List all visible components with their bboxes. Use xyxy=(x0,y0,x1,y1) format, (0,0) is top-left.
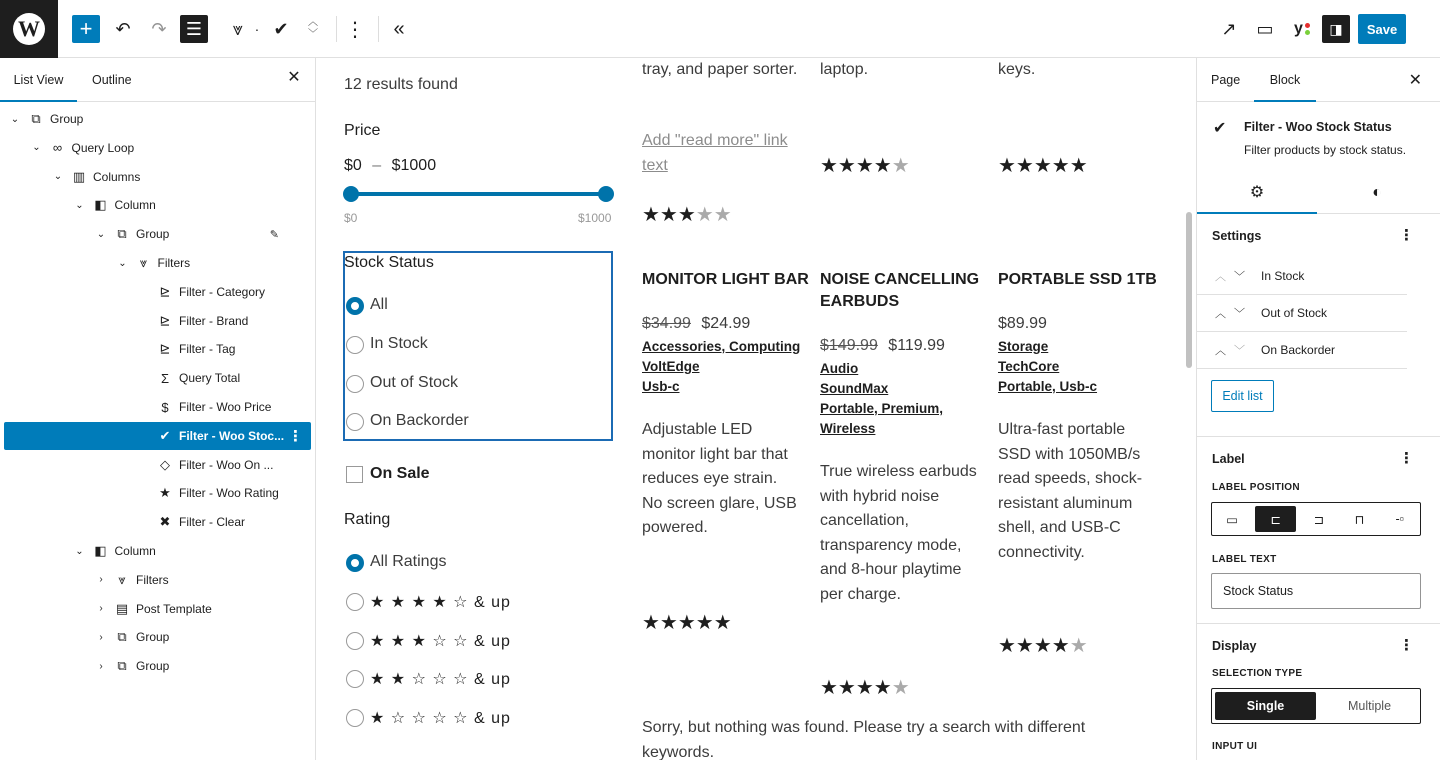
yoast-seo-button[interactable] xyxy=(1288,13,1316,45)
product-title[interactable]: PORTABLE SSD 1TB xyxy=(998,271,1157,288)
input-ui-caption: INPUT UI xyxy=(1212,741,1258,752)
list-view-item-label: Filter - Woo Stoc... xyxy=(179,428,285,443)
read-more-link[interactable]: Add "read more" link text xyxy=(642,132,788,174)
list-item-in-stock[interactable] xyxy=(1197,258,1407,295)
reorder-arrows-icon[interactable]: ︿﹀ xyxy=(1215,271,1253,283)
slider-max-label: $1000 xyxy=(578,211,612,225)
panel-divider xyxy=(1197,436,1440,437)
block-type-icon: ⧉ xyxy=(117,658,127,674)
label-more-icon[interactable]: ⋮ xyxy=(1399,450,1414,467)
list-item-out-of-stock[interactable] xyxy=(1197,295,1407,332)
product-old-price: $149.99 xyxy=(820,337,878,354)
stock-status-radio[interactable] xyxy=(346,375,364,393)
edit-list-button[interactable]: Edit list xyxy=(1211,380,1274,412)
list-view-item[interactable] xyxy=(4,105,311,133)
rating-radio[interactable] xyxy=(346,670,364,688)
product-desc-fragment: tray, and paper sorter. xyxy=(642,61,798,78)
label-position-above-icon[interactable]: ⊐ xyxy=(1313,512,1325,527)
chevron-right-icon[interactable]: › xyxy=(99,660,103,672)
block-inspector-panel xyxy=(1196,58,1440,760)
list-view-item-label: Filter - Tag xyxy=(179,342,236,357)
editor-canvas[interactable] xyxy=(316,58,1196,760)
filter-block-icon[interactable]: ⩔ xyxy=(232,18,244,39)
inspector-sub-tabs xyxy=(1197,176,1440,214)
product-desc-fragment: laptop. xyxy=(820,61,869,78)
list-item-label: In Stock xyxy=(1261,269,1305,283)
list-view-item-label: Filter - Woo On ... xyxy=(179,457,274,472)
close-icon[interactable]: ✕ xyxy=(1408,72,1422,89)
wordpress-logo-button[interactable] xyxy=(0,0,58,58)
rating-radio[interactable] xyxy=(346,593,364,611)
chevron-down-icon[interactable]: ⌄ xyxy=(96,228,106,240)
price-range-separator: – xyxy=(372,157,382,174)
list-view-item-label: Filter - Woo Rating xyxy=(179,486,279,501)
label-text-caption: LABEL TEXT xyxy=(1212,554,1277,565)
price-slider-track[interactable] xyxy=(350,192,606,196)
list-view-item[interactable] xyxy=(4,422,311,450)
list-view-item-label: Group xyxy=(136,227,170,242)
yoast-status-dot xyxy=(1305,30,1310,35)
yoast-icon: y xyxy=(1294,20,1303,37)
product-price xyxy=(820,337,945,355)
list-view-item-label: Group xyxy=(136,630,170,645)
list-view-item-label: Group xyxy=(50,112,84,126)
stock-status-heading: Stock Status xyxy=(344,254,434,271)
list-item-label: Out of Stock xyxy=(1261,306,1328,320)
collapse-toolbar-button[interactable]: « xyxy=(393,17,405,40)
tab-block[interactable]: Block xyxy=(1254,58,1316,102)
display-more-icon[interactable]: ⋮ xyxy=(1399,637,1414,654)
product-brand-link[interactable]: VoltEdge xyxy=(642,359,700,374)
block-type-icon: ◧ xyxy=(94,197,107,213)
tab-page[interactable]: Page xyxy=(1211,73,1241,87)
view-page-external-icon[interactable]: ↗ xyxy=(1221,18,1237,39)
stock-status-option-label: In Stock xyxy=(370,334,428,352)
settings-tab-gear-icon[interactable]: ⚙ xyxy=(1197,176,1317,214)
product-meta xyxy=(642,337,812,397)
rating-radio[interactable] xyxy=(346,709,364,727)
rating-option-label: ★ ★ ☆ ☆ ☆ & up xyxy=(370,671,511,689)
chevron-up-icon[interactable]: ︿ xyxy=(308,17,318,28)
product-title[interactable]: NOISE CANCELLING EARBUDS xyxy=(820,271,980,310)
label-text-input[interactable]: Stock Status xyxy=(1211,573,1421,609)
list-view-item-label: Filters xyxy=(157,256,191,270)
block-type-icon: ⩔ xyxy=(139,255,148,270)
selection-single-option[interactable]: Single xyxy=(1215,692,1316,720)
list-view-toggle-button[interactable]: ☰ xyxy=(180,15,208,43)
product-categories-link[interactable]: Audio xyxy=(820,361,859,376)
settings-sidebar-toggle-button[interactable]: ◨ xyxy=(1322,15,1350,43)
product-desc-fragment: keys. xyxy=(998,61,1036,78)
block-card-title: Filter - Woo Stock Status xyxy=(1244,120,1392,134)
styles-tab-contrast-icon[interactable]: ◐ xyxy=(1372,184,1382,201)
chevron-right-icon[interactable]: › xyxy=(99,574,103,586)
block-type-icon: ⧉ xyxy=(117,226,127,242)
label-position-hidden-icon[interactable]: ▭ xyxy=(1226,512,1239,527)
product-tags-link[interactable]: Usb-c xyxy=(642,379,680,394)
block-type-icon: ▥ xyxy=(72,168,86,184)
list-view-item[interactable] xyxy=(4,307,311,335)
on-sale-checkbox[interactable] xyxy=(346,466,363,483)
product-old-price: $34.99 xyxy=(642,315,691,332)
block-options-button[interactable]: ⋮ xyxy=(345,18,365,41)
list-view-item-label: Group xyxy=(136,659,170,674)
rating-option-label: ★ ☆ ☆ ☆ ☆ & up xyxy=(370,710,511,728)
list-view-item[interactable] xyxy=(4,623,311,651)
wordpress-icon: W xyxy=(13,13,45,45)
yoast-status-dot xyxy=(1305,23,1310,28)
undo-button[interactable]: ↶ xyxy=(115,18,131,39)
list-item-label: On Backorder xyxy=(1261,343,1336,357)
block-type-icon: ▤ xyxy=(115,600,129,616)
price-filter-heading: Price xyxy=(344,122,381,139)
block-options-icon[interactable]: ⋮ xyxy=(288,427,303,445)
toolbar-divider xyxy=(336,16,337,42)
list-view-item-label: Filters xyxy=(136,572,169,587)
product-tags-link[interactable]: Portable, Premium, Wireless xyxy=(820,401,944,436)
rating-radio[interactable] xyxy=(346,632,364,650)
product-rating-stars: ★★★★★ xyxy=(998,155,1088,177)
product-brand-link[interactable]: SoundMax xyxy=(820,381,889,396)
product-description: True wireless earbuds with hybrid noise cancellation, transparency mode, and 8-hour playtime per charge. xyxy=(820,463,977,603)
panel-divider xyxy=(1197,623,1440,624)
list-view-item[interactable] xyxy=(4,163,311,191)
device-preview-button[interactable]: ▭ xyxy=(1256,18,1274,39)
separator-dot-icon: · xyxy=(254,21,260,37)
rating-radio[interactable] xyxy=(346,554,364,572)
slider-min-label: $0 xyxy=(344,211,358,225)
list-view-item-label: Post Template xyxy=(136,601,212,616)
label-position-toggle[interactable] xyxy=(1211,502,1421,536)
list-view-item-label: Column xyxy=(114,544,156,558)
block-type-icon: ✔ xyxy=(159,427,171,443)
list-view-item[interactable] xyxy=(4,451,311,479)
block-type-icon: ⩔ xyxy=(118,571,126,587)
stock-status-option-label: On Backorder xyxy=(370,412,469,430)
rating-filter-heading: Rating xyxy=(344,511,391,528)
list-view-tabs xyxy=(0,58,315,102)
stock-status-radio[interactable] xyxy=(346,336,364,354)
chevron-down-icon[interactable]: ﹀ xyxy=(308,29,318,40)
block-type-icon: ⊵ xyxy=(159,341,171,357)
chevron-down-icon[interactable]: ⌄ xyxy=(75,545,84,557)
label-panel-heading[interactable]: Label xyxy=(1212,452,1245,466)
query-total-text: 12 results found xyxy=(344,76,458,93)
product-description: Ultra-fast portable SSD with 1050MB/s read speeds, shock-resistant aluminum shell, and USB-C connectivity. xyxy=(998,421,1143,561)
label-position-side-icon[interactable]: -▫ xyxy=(1395,512,1405,526)
block-type-icon: ◧ xyxy=(94,543,107,558)
selection-multiple-option[interactable]: Multiple xyxy=(1347,699,1392,713)
price-slider-max-handle[interactable] xyxy=(598,186,614,202)
product-rating-stars: ★★★★★ xyxy=(820,677,910,699)
chevron-down-icon[interactable]: ⌄ xyxy=(32,142,41,154)
product-rating-stars: ★★★★★ xyxy=(820,155,910,177)
list-view-item[interactable] xyxy=(4,595,311,623)
canvas-scrollbar[interactable] xyxy=(1186,212,1192,368)
product-categories-link[interactable]: Storage xyxy=(998,339,1049,354)
product-brand-link[interactable]: TechCore xyxy=(998,359,1060,374)
reorder-arrows-icon[interactable]: ︿﹀ xyxy=(1215,345,1253,357)
chevron-down-icon[interactable]: ⌄ xyxy=(53,171,63,183)
list-view-item[interactable] xyxy=(4,393,311,421)
stock-status-block-icon: ✔ xyxy=(1213,120,1227,137)
price-max-value: $1000 xyxy=(391,157,437,174)
product-meta xyxy=(820,359,960,439)
list-view-item[interactable] xyxy=(4,537,311,565)
top-toolbar xyxy=(0,0,1440,58)
chevron-right-icon[interactable]: › xyxy=(99,603,103,615)
block-type-icon: ★ xyxy=(159,485,171,501)
product-tags-link[interactable]: Portable, Usb-c xyxy=(998,379,1098,394)
list-view-item[interactable] xyxy=(4,335,311,363)
product-rating-stars: ★★★★★ xyxy=(642,612,732,634)
inspector-tabs xyxy=(1197,58,1440,102)
settings-panel-heading[interactable]: Settings xyxy=(1212,229,1262,243)
chevron-down-icon[interactable]: ⌄ xyxy=(118,257,127,269)
save-button[interactable]: Save xyxy=(1358,14,1406,44)
reorder-arrows-icon[interactable]: ︿﹀ xyxy=(1215,308,1253,320)
list-view-item[interactable] xyxy=(4,134,311,162)
list-view-item[interactable] xyxy=(4,566,311,594)
redo-button[interactable]: ↷ xyxy=(151,18,167,39)
block-inserter-button[interactable]: + xyxy=(72,15,100,43)
list-view-item[interactable] xyxy=(4,278,311,306)
list-view-item-label: Filter - Clear xyxy=(179,515,246,530)
pin-icon: ✎ xyxy=(269,228,279,241)
block-type-icon: ⧉ xyxy=(31,111,41,126)
selection-type-caption: SELECTION TYPE xyxy=(1212,668,1303,679)
list-view-item-label: Column xyxy=(114,198,156,213)
list-view-panel xyxy=(0,58,316,760)
move-up-down-button[interactable] xyxy=(302,13,324,45)
block-card-description: Filter products by stock status. xyxy=(1244,143,1407,157)
block-type-icon: ⊵ xyxy=(159,312,171,328)
rating-option-label: All Ratings xyxy=(370,553,447,570)
chevron-down-icon[interactable]: ⌄ xyxy=(10,113,20,125)
list-view-item[interactable] xyxy=(4,479,311,507)
label-position-top-icon[interactable]: ⊏ xyxy=(1255,506,1295,532)
list-view-item[interactable] xyxy=(4,652,311,680)
product-sale-price: $24.99 xyxy=(701,315,751,332)
product-price xyxy=(642,315,750,333)
product-categories-link[interactable]: Accessories, Computing xyxy=(642,339,801,354)
block-type-check-icon[interactable]: ✔ xyxy=(273,18,289,39)
stock-status-option-label: All xyxy=(370,296,388,313)
on-sale-label: On Sale xyxy=(370,465,430,482)
rating-option-label: ★ ★ ★ ☆ ☆ & up xyxy=(370,632,511,650)
product-rating-stars: ★★★★★ xyxy=(642,204,732,226)
block-type-icon: Σ xyxy=(160,370,170,386)
list-view-item[interactable] xyxy=(4,364,311,392)
toolbar-divider xyxy=(378,16,379,42)
price-min-value: $0 xyxy=(344,157,362,174)
product-description: Adjustable LED monitor light bar that reduces eye strain. No screen glare, USB powered. xyxy=(642,421,797,536)
close-icon[interactable]: ✕ xyxy=(287,69,301,86)
block-type-icon: ✖ xyxy=(159,514,171,530)
block-type-icon: ⊵ xyxy=(159,283,171,299)
list-view-item-label: Columns xyxy=(93,169,141,184)
block-type-icon: $ xyxy=(161,399,169,415)
price-range-display xyxy=(344,157,436,175)
product-title[interactable]: MONITOR LIGHT BAR xyxy=(642,271,809,288)
tab-outline[interactable]: Outline xyxy=(92,73,132,87)
block-type-icon: ⧉ xyxy=(117,629,127,645)
product-meta xyxy=(998,337,1168,397)
stock-status-radio[interactable] xyxy=(346,297,364,315)
list-view-item[interactable] xyxy=(4,220,311,248)
product-sale-price: $89.99 xyxy=(998,315,1047,332)
product-price xyxy=(998,315,1047,333)
block-type-icon: ◇ xyxy=(160,456,170,472)
list-view-item-label: Query Total xyxy=(179,371,241,386)
label-position-inline-icon[interactable]: ⊓ xyxy=(1354,512,1365,527)
display-panel-heading[interactable]: Display xyxy=(1212,639,1257,653)
block-type-icon: ∞ xyxy=(52,140,63,156)
rating-option-label: ★ ★ ★ ★ ☆ & up xyxy=(370,593,511,611)
price-slider-min-handle[interactable] xyxy=(343,186,359,202)
list-view-item-label: Filter - Woo Price xyxy=(179,400,272,414)
list-view-item[interactable] xyxy=(4,191,311,219)
no-results-message: Sorry, but nothing was found. Please try a search with different keywords. xyxy=(642,719,1086,760)
list-view-item-label: Filter - Brand xyxy=(179,313,249,328)
list-item-on-backorder[interactable] xyxy=(1197,332,1407,369)
tab-list-view[interactable]: List View xyxy=(0,58,77,102)
stock-status-option-label: Out of Stock xyxy=(370,373,459,391)
list-view-item-label: Filter - Category xyxy=(179,284,266,299)
list-view-item-label: Query Loop xyxy=(71,140,135,155)
product-rating-stars: ★★★★★ xyxy=(998,635,1088,657)
selection-type-toggle[interactable] xyxy=(1211,688,1421,724)
product-sale-price: $119.99 xyxy=(888,337,945,354)
settings-more-icon[interactable]: ⋮ xyxy=(1399,227,1414,244)
chevron-down-icon[interactable]: ⌄ xyxy=(75,199,84,211)
list-view-item[interactable] xyxy=(4,508,311,536)
chevron-right-icon[interactable]: › xyxy=(99,631,103,643)
list-view-item[interactable] xyxy=(4,249,311,277)
label-position-caption: LABEL POSITION xyxy=(1212,482,1300,493)
